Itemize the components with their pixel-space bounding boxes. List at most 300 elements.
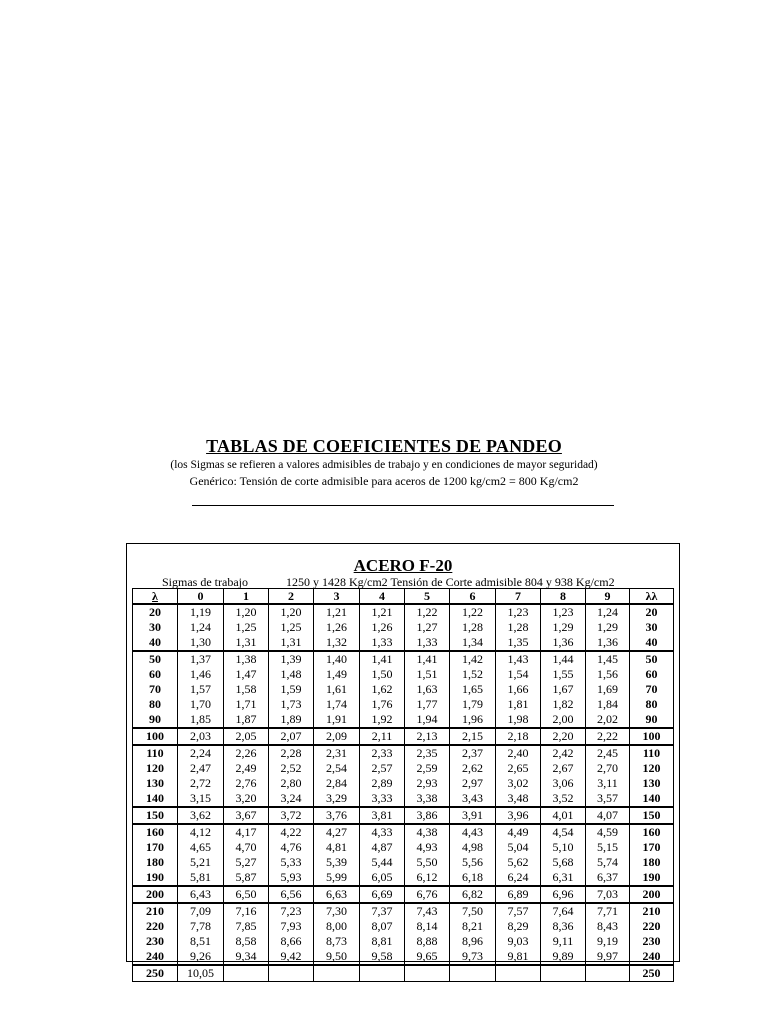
coefficient-cell (586, 965, 630, 982)
row-lambda-right: 200 (630, 886, 674, 903)
row-lambda-right: 190 (630, 870, 674, 886)
coefficient-cell: 8,36 (541, 919, 586, 934)
coefficient-cell: 2,18 (496, 728, 541, 745)
coefficient-cell: 6,37 (586, 870, 630, 886)
row-lambda-left: 40 (133, 635, 178, 651)
table-row (133, 745, 674, 761)
coefficient-cell: 2,33 (360, 745, 405, 761)
coefficient-cell: 2,26 (224, 745, 269, 761)
coefficient-cell: 2,89 (360, 776, 405, 791)
row-lambda-left: 100 (133, 728, 178, 745)
coefficient-cell: 9,81 (496, 949, 541, 965)
coefficient-cell: 7,50 (450, 903, 496, 919)
row-lambda-left: 230 (133, 934, 178, 949)
coefficient-cell: 6,76 (405, 886, 450, 903)
coefficient-cell: 6,63 (314, 886, 360, 903)
row-lambda-left: 120 (133, 761, 178, 776)
buckling-coefficient-table (132, 588, 674, 982)
coefficient-cell: 1,41 (405, 651, 450, 667)
coefficient-cell: 8,58 (224, 934, 269, 949)
row-lambda-right: 120 (630, 761, 674, 776)
coefficient-cell: 2,59 (405, 761, 450, 776)
table-row (133, 620, 674, 635)
coefficient-cell: 2,13 (405, 728, 450, 745)
coefficient-cell: 4,59 (586, 824, 630, 840)
coefficient-cell: 1,26 (360, 620, 405, 635)
coefficient-cell: 3,15 (178, 791, 224, 807)
coefficient-cell: 2,45 (586, 745, 630, 761)
coefficient-cell: 1,70 (178, 697, 224, 712)
row-lambda-right: 250 (630, 965, 674, 982)
row-lambda-left: 20 (133, 604, 178, 620)
coefficient-cell: 3,91 (450, 807, 496, 824)
coefficient-cell (541, 965, 586, 982)
coefficient-cell: 9,26 (178, 949, 224, 965)
row-lambda-left: 140 (133, 791, 178, 807)
coefficient-cell: 2,76 (224, 776, 269, 791)
coefficient-cell: 2,05 (224, 728, 269, 745)
divider-line (192, 505, 614, 506)
coefficient-cell: 2,31 (314, 745, 360, 761)
column-header: 0 (178, 589, 224, 605)
coefficient-cell: 2,09 (314, 728, 360, 745)
coefficient-cell: 2,97 (450, 776, 496, 791)
coefficient-cell: 1,66 (496, 682, 541, 697)
coefficient-cell: 8,81 (360, 934, 405, 949)
coefficient-cell: 1,61 (314, 682, 360, 697)
coefficient-cell: 9,65 (405, 949, 450, 965)
row-lambda-right: 160 (630, 824, 674, 840)
coefficient-cell: 3,72 (269, 807, 314, 824)
document-subtitle: (los Sigmas se refieren a valores admisibles de trabajo y en condiciones de mayor seguridad) (170, 459, 598, 471)
coefficient-cell: 1,21 (314, 604, 360, 620)
coefficient-cell: 1,84 (586, 697, 630, 712)
table-row (133, 855, 674, 870)
coefficient-cell: 4,70 (224, 840, 269, 855)
coefficient-cell: 9,50 (314, 949, 360, 965)
coefficient-cell: 7,93 (269, 919, 314, 934)
coefficient-cell: 8,29 (496, 919, 541, 934)
table-row (133, 712, 674, 728)
coefficient-cell: 1,73 (269, 697, 314, 712)
coefficient-cell: 1,36 (586, 635, 630, 651)
coefficient-cell: 6,31 (541, 870, 586, 886)
coefficient-cell: 4,81 (314, 840, 360, 855)
coefficient-cell: 4,87 (360, 840, 405, 855)
coefficient-cell: 7,57 (496, 903, 541, 919)
coefficient-cell: 1,25 (224, 620, 269, 635)
coefficient-cell: 5,50 (405, 855, 450, 870)
row-lambda-left: 130 (133, 776, 178, 791)
row-lambda-left: 80 (133, 697, 178, 712)
coefficient-cell: 1,22 (450, 604, 496, 620)
coefficient-cell: 5,87 (224, 870, 269, 886)
coefficient-cell: 4,12 (178, 824, 224, 840)
coefficient-cell: 2,20 (541, 728, 586, 745)
coefficient-cell: 8,88 (405, 934, 450, 949)
table-row (133, 776, 674, 791)
coefficient-cell: 1,36 (541, 635, 586, 651)
coefficient-cell: 9,58 (360, 949, 405, 965)
coefficient-cell: 8,51 (178, 934, 224, 949)
coefficient-cell: 1,44 (541, 651, 586, 667)
coefficient-cell: 2,42 (541, 745, 586, 761)
coefficient-cell: 1,50 (360, 667, 405, 682)
coefficient-cell: 1,33 (405, 635, 450, 651)
row-lambda-right: 220 (630, 919, 674, 934)
row-lambda-left: 110 (133, 745, 178, 761)
coefficient-cell: 1,94 (405, 712, 450, 728)
column-header: 5 (405, 589, 450, 605)
coefficient-cell: 6,18 (450, 870, 496, 886)
coefficient-cell: 1,63 (405, 682, 450, 697)
table-row (133, 667, 674, 682)
coefficient-cell: 1,20 (269, 604, 314, 620)
coefficient-cell: 6,43 (178, 886, 224, 903)
coefficient-cell: 2,84 (314, 776, 360, 791)
table-row (133, 949, 674, 965)
row-lambda-right: 40 (630, 635, 674, 651)
row-lambda-right: 30 (630, 620, 674, 635)
coefficient-cell: 1,40 (314, 651, 360, 667)
coefficient-cell: 4,01 (541, 807, 586, 824)
coefficient-cell: 2,65 (496, 761, 541, 776)
coefficient-cell (450, 965, 496, 982)
coefficient-cell: 7,37 (360, 903, 405, 919)
coefficient-cell: 2,02 (586, 712, 630, 728)
coefficient-cell: 2,28 (269, 745, 314, 761)
table-row (133, 682, 674, 697)
coefficient-cell: 1,52 (450, 667, 496, 682)
coefficient-cell: 1,71 (224, 697, 269, 712)
table-row (133, 651, 674, 667)
coefficient-cell: 7,23 (269, 903, 314, 919)
coefficient-cell: 2,00 (541, 712, 586, 728)
coefficient-cell: 1,92 (360, 712, 405, 728)
coefficient-cell: 7,03 (586, 886, 630, 903)
coefficient-cell: 2,67 (541, 761, 586, 776)
row-lambda-right: 90 (630, 712, 674, 728)
coefficient-cell: 3,52 (541, 791, 586, 807)
coefficient-cell: 5,10 (541, 840, 586, 855)
coefficient-cell: 5,21 (178, 855, 224, 870)
generic-shear-note: Genérico: Tensión de corte admisible para aceros de 1200 kg/cm2 = 800 Kg/cm2 (189, 474, 579, 488)
coefficient-cell: 1,59 (269, 682, 314, 697)
coefficient-cell: 8,43 (586, 919, 630, 934)
coefficient-cell: 1,23 (541, 604, 586, 620)
coefficient-cell: 4,43 (450, 824, 496, 840)
row-lambda-right: 140 (630, 791, 674, 807)
coefficient-cell: 2,03 (178, 728, 224, 745)
coefficient-cell: 7,85 (224, 919, 269, 934)
coefficient-cell: 1,79 (450, 697, 496, 712)
row-lambda-right: 80 (630, 697, 674, 712)
table-heading: ACERO F-20 (353, 556, 453, 575)
coefficient-cell: 7,64 (541, 903, 586, 919)
coefficient-cell: 2,24 (178, 745, 224, 761)
coefficient-cell: 5,68 (541, 855, 586, 870)
coefficient-cell: 5,27 (224, 855, 269, 870)
coefficient-cell: 6,89 (496, 886, 541, 903)
row-lambda-left: 220 (133, 919, 178, 934)
column-header: 9 (586, 589, 630, 605)
coefficient-cell: 4,38 (405, 824, 450, 840)
coefficient-cell: 1,67 (541, 682, 586, 697)
table-row (133, 886, 674, 903)
coefficient-cell: 7,78 (178, 919, 224, 934)
coefficient-cell: 9,34 (224, 949, 269, 965)
coefficient-cell: 3,02 (496, 776, 541, 791)
coefficient-cell: 3,48 (496, 791, 541, 807)
coefficient-cell: 8,96 (450, 934, 496, 949)
coefficient-cell: 8,21 (450, 919, 496, 934)
coefficient-cell: 1,87 (224, 712, 269, 728)
coefficient-cell: 1,41 (360, 651, 405, 667)
row-lambda-right: 230 (630, 934, 674, 949)
coefficient-cell: 1,54 (496, 667, 541, 682)
coefficient-cell: 4,98 (450, 840, 496, 855)
coefficient-cell: 5,33 (269, 855, 314, 870)
coefficient-cell: 1,38 (224, 651, 269, 667)
coefficient-cell: 1,28 (450, 620, 496, 635)
table-header-row (133, 589, 674, 605)
coefficient-cell: 2,80 (269, 776, 314, 791)
coefficient-cell: 3,76 (314, 807, 360, 824)
coefficient-cell: 7,43 (405, 903, 450, 919)
coefficient-cell: 3,62 (178, 807, 224, 824)
coefficient-cell: 1,46 (178, 667, 224, 682)
row-lambda-left: 160 (133, 824, 178, 840)
coefficient-cell: 3,20 (224, 791, 269, 807)
coefficient-cell: 1,32 (314, 635, 360, 651)
coefficient-cell: 3,86 (405, 807, 450, 824)
lambda-header-left: λ (133, 589, 178, 605)
coefficient-cell: 7,71 (586, 903, 630, 919)
table-row (133, 934, 674, 949)
row-lambda-right: 180 (630, 855, 674, 870)
coefficient-cell: 2,07 (269, 728, 314, 745)
coefficient-cell: 3,29 (314, 791, 360, 807)
coefficient-cell: 1,82 (541, 697, 586, 712)
table-row (133, 635, 674, 651)
row-lambda-left: 200 (133, 886, 178, 903)
coefficient-cell: 4,76 (269, 840, 314, 855)
column-header: 1 (224, 589, 269, 605)
coefficient-cell: 1,24 (586, 604, 630, 620)
table-row (133, 824, 674, 840)
coefficient-cell: 1,31 (269, 635, 314, 651)
coefficient-cell: 4,22 (269, 824, 314, 840)
row-lambda-right: 210 (630, 903, 674, 919)
coefficient-cell: 2,11 (360, 728, 405, 745)
coefficient-cell: 1,29 (541, 620, 586, 635)
coefficient-cell: 1,19 (178, 604, 224, 620)
coefficient-cell: 1,21 (360, 604, 405, 620)
coefficient-cell: 5,74 (586, 855, 630, 870)
coefficient-cell: 5,62 (496, 855, 541, 870)
table-row (133, 728, 674, 745)
column-header: 8 (541, 589, 586, 605)
coefficient-cell (314, 965, 360, 982)
row-lambda-left: 210 (133, 903, 178, 919)
coefficient-cell: 1,56 (586, 667, 630, 682)
row-lambda-right: 110 (630, 745, 674, 761)
coefficient-cell: 2,93 (405, 776, 450, 791)
coefficient-cell: 7,16 (224, 903, 269, 919)
row-lambda-left: 60 (133, 667, 178, 682)
coefficient-cell: 1,29 (586, 620, 630, 635)
row-lambda-left: 170 (133, 840, 178, 855)
coefficient-cell: 4,33 (360, 824, 405, 840)
coefficient-cell: 1,42 (450, 651, 496, 667)
row-lambda-right: 20 (630, 604, 674, 620)
coefficient-cell: 3,67 (224, 807, 269, 824)
coefficient-cell: 7,30 (314, 903, 360, 919)
table-row (133, 903, 674, 919)
coefficient-cell: 5,44 (360, 855, 405, 870)
coefficient-cell: 1,22 (405, 604, 450, 620)
coefficient-cell (496, 965, 541, 982)
coefficient-cell: 1,96 (450, 712, 496, 728)
coefficient-cell: 2,47 (178, 761, 224, 776)
coefficient-cell: 4,27 (314, 824, 360, 840)
coefficient-cell: 1,89 (269, 712, 314, 728)
row-lambda-left: 240 (133, 949, 178, 965)
row-lambda-left: 250 (133, 965, 178, 982)
coefficient-cell: 1,23 (496, 604, 541, 620)
coefficient-cell: 8,07 (360, 919, 405, 934)
sigmas-values: 1250 y 1428 Kg/cm2 Tensión de Corte admisible 804 y 938 Kg/cm2 (286, 575, 615, 589)
coefficient-cell: 9,73 (450, 949, 496, 965)
coefficient-cell: 9,89 (541, 949, 586, 965)
column-header: 4 (360, 589, 405, 605)
row-lambda-right: 70 (630, 682, 674, 697)
coefficient-cell: 2,54 (314, 761, 360, 776)
coefficient-cell: 1,85 (178, 712, 224, 728)
table-row (133, 965, 674, 982)
row-lambda-left: 30 (133, 620, 178, 635)
coefficient-cell (224, 965, 269, 982)
table-row (133, 761, 674, 776)
coefficient-cell: 3,24 (269, 791, 314, 807)
sigmas-label: Sigmas de trabajo (162, 575, 248, 589)
row-lambda-left: 70 (133, 682, 178, 697)
coefficient-cell: 2,35 (405, 745, 450, 761)
row-lambda-left: 190 (133, 870, 178, 886)
coefficient-cell: 9,11 (541, 934, 586, 949)
coefficient-cell: 1,45 (586, 651, 630, 667)
coefficient-cell: 6,24 (496, 870, 541, 886)
coefficient-cell: 5,39 (314, 855, 360, 870)
coefficient-cell: 4,07 (586, 807, 630, 824)
column-header: 7 (496, 589, 541, 605)
coefficient-cell: 1,48 (269, 667, 314, 682)
coefficient-cell: 8,00 (314, 919, 360, 934)
coefficient-cell: 5,93 (269, 870, 314, 886)
coefficient-cell: 1,65 (450, 682, 496, 697)
coefficient-cell (360, 965, 405, 982)
coefficient-cell: 6,69 (360, 886, 405, 903)
coefficient-cell: 4,49 (496, 824, 541, 840)
coefficient-cell: 9,03 (496, 934, 541, 949)
coefficient-cell: 4,17 (224, 824, 269, 840)
coefficient-cell: 1,37 (178, 651, 224, 667)
coefficient-cell: 10,05 (178, 965, 224, 982)
row-lambda-left: 90 (133, 712, 178, 728)
coefficient-cell: 1,81 (496, 697, 541, 712)
coefficient-cell: 1,39 (269, 651, 314, 667)
coefficient-cell: 2,57 (360, 761, 405, 776)
coefficient-cell: 9,97 (586, 949, 630, 965)
row-lambda-right: 130 (630, 776, 674, 791)
coefficient-cell: 5,99 (314, 870, 360, 886)
coefficient-cell: 1,69 (586, 682, 630, 697)
coefficient-cell: 9,42 (269, 949, 314, 965)
row-lambda-left: 150 (133, 807, 178, 824)
coefficient-cell (269, 965, 314, 982)
row-lambda-right: 60 (630, 667, 674, 682)
coefficient-cell: 1,74 (314, 697, 360, 712)
coefficient-cell: 9,19 (586, 934, 630, 949)
coefficient-cell: 2,37 (450, 745, 496, 761)
coefficient-cell: 1,25 (269, 620, 314, 635)
coefficient-cell: 8,73 (314, 934, 360, 949)
row-lambda-right: 150 (630, 807, 674, 824)
table-row (133, 919, 674, 934)
coefficient-cell: 1,55 (541, 667, 586, 682)
coefficient-cell: 4,54 (541, 824, 586, 840)
coefficient-cell: 2,72 (178, 776, 224, 791)
coefficient-cell: 1,27 (405, 620, 450, 635)
coefficient-cell: 8,14 (405, 919, 450, 934)
coefficient-cell: 1,57 (178, 682, 224, 697)
coefficient-cell: 6,56 (269, 886, 314, 903)
coefficient-cell: 6,05 (360, 870, 405, 886)
coefficient-cell: 3,57 (586, 791, 630, 807)
coefficient-cell: 3,43 (450, 791, 496, 807)
table-row (133, 807, 674, 824)
coefficient-cell: 6,82 (450, 886, 496, 903)
coefficient-cell: 1,24 (178, 620, 224, 635)
column-header: 2 (269, 589, 314, 605)
coefficient-cell: 1,51 (405, 667, 450, 682)
coefficient-cell: 1,91 (314, 712, 360, 728)
coefficient-cell: 1,31 (224, 635, 269, 651)
coefficient-cell: 5,04 (496, 840, 541, 855)
coefficient-cell: 2,40 (496, 745, 541, 761)
coefficient-cell: 6,96 (541, 886, 586, 903)
coefficient-cell: 3,11 (586, 776, 630, 791)
coefficient-cell: 1,62 (360, 682, 405, 697)
coefficient-cell: 1,26 (314, 620, 360, 635)
coefficient-cell: 1,20 (224, 604, 269, 620)
coefficient-cell: 5,56 (450, 855, 496, 870)
coefficient-cell: 2,52 (269, 761, 314, 776)
row-lambda-right: 240 (630, 949, 674, 965)
column-header: 3 (314, 589, 360, 605)
row-lambda-right: 170 (630, 840, 674, 855)
coefficient-cell: 2,49 (224, 761, 269, 776)
coefficient-cell: 2,70 (586, 761, 630, 776)
coefficient-cell: 6,50 (224, 886, 269, 903)
coefficient-cell: 3,33 (360, 791, 405, 807)
coefficient-cell: 1,30 (178, 635, 224, 651)
coefficient-cell: 2,15 (450, 728, 496, 745)
coefficient-cell: 1,35 (496, 635, 541, 651)
table-row (133, 604, 674, 620)
row-lambda-right: 100 (630, 728, 674, 745)
coefficient-cell: 5,15 (586, 840, 630, 855)
